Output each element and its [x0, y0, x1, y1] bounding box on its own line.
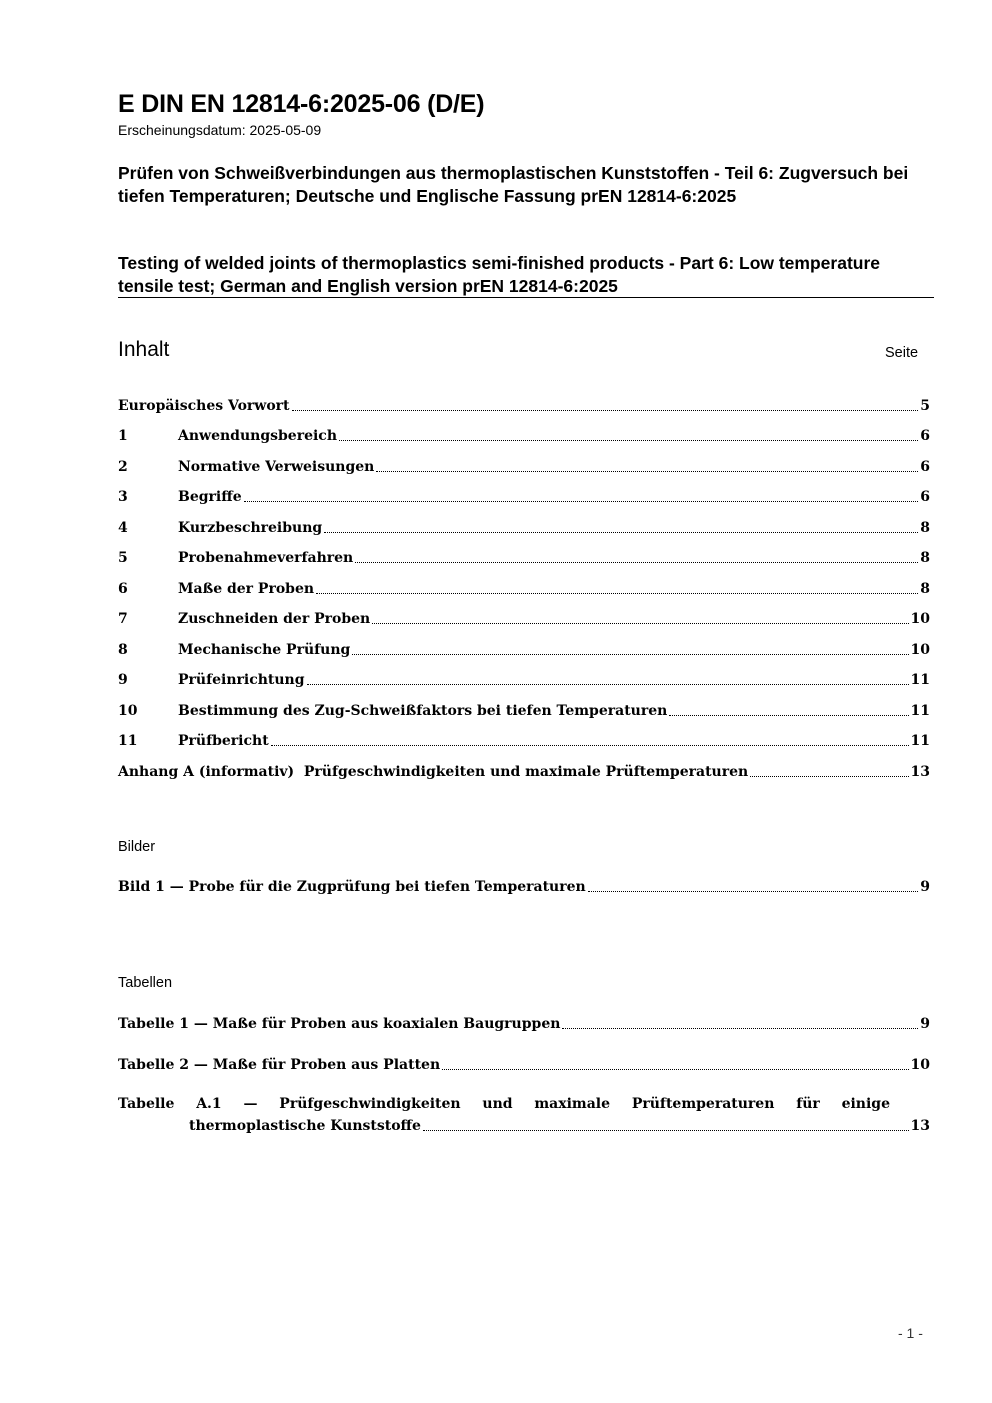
- toc-entry-page: 10: [910, 642, 930, 658]
- toc-entry-number: 6: [118, 581, 128, 597]
- toc-entry-number: 5: [118, 550, 128, 566]
- toc-entry-page: 6: [920, 459, 930, 475]
- title-divider: [118, 297, 934, 298]
- toc-entry-number: 10: [118, 703, 138, 719]
- toc-entry-text: Maße der Proben: [178, 581, 315, 597]
- dot-leader: [669, 715, 908, 716]
- toc-entry-text: Zuschneiden der Proben: [178, 611, 371, 627]
- table-entry-text: thermoplastische Kunststoffe: [189, 1118, 421, 1134]
- toc-entry-page: 8: [920, 550, 930, 566]
- toc-entry-7[interactable]: [118, 607, 930, 629]
- toc-entry-text: Mechanische Prüfung: [178, 642, 351, 658]
- dot-leader: [355, 562, 918, 563]
- dot-leader: [750, 776, 908, 777]
- toc-entry-1[interactable]: [118, 424, 930, 446]
- dot-leader: [352, 654, 908, 655]
- document-id: E DIN EN 12814-6:2025-06 (D/E): [118, 90, 485, 118]
- title-english: Testing of welded joints of thermoplastics semi-finished products - Part 6: Low temperature tensile test; German and English version prEN 12814-6:2025: [118, 253, 881, 296]
- dot-leader: [271, 745, 909, 746]
- toc-entry-page: 11: [910, 672, 930, 688]
- toc-entry-number: 3: [118, 489, 128, 505]
- table-entry-a1-line1[interactable]: Tabelle A.1 — Prüfgeschwindigkeiten und maximale Prüftemperaturen für einige: [118, 1096, 890, 1112]
- toc-entry-8[interactable]: [118, 638, 930, 660]
- toc-entry-page: 13: [910, 764, 930, 780]
- toc-entry-number: 7: [118, 611, 128, 627]
- toc-entry-2[interactable]: [118, 455, 930, 477]
- dot-leader: [307, 684, 909, 685]
- toc-entry-number: 1: [118, 428, 128, 444]
- dot-leader: [588, 891, 919, 892]
- toc-entry-text: Bestimmung des Zug-Schweißfaktors bei tiefen Temperaturen: [178, 703, 668, 719]
- toc-entry-9[interactable]: [118, 668, 930, 690]
- toc-entry-text: Begriffe: [178, 489, 242, 505]
- toc-entry-page: 6: [920, 489, 930, 505]
- dot-leader: [244, 501, 919, 502]
- toc-entry-number: 4: [118, 520, 128, 536]
- tables-heading: Tabellen: [118, 975, 173, 991]
- toc-entry-10[interactable]: [118, 699, 930, 721]
- toc-entry-6[interactable]: [118, 577, 930, 599]
- toc-entry-text: Kurzbeschreibung: [178, 520, 323, 536]
- figure-entry-page: 9: [920, 879, 930, 895]
- toc-entry-3[interactable]: [118, 485, 930, 507]
- toc-heading: Inhalt: [118, 338, 170, 361]
- toc-entry-text: Europäisches Vorwort: [118, 398, 290, 414]
- dot-leader: [339, 440, 918, 441]
- table-entry-page: 13: [910, 1118, 930, 1134]
- toc-entry-page: 5: [920, 398, 930, 414]
- figure-entry-text: Bild 1 — Probe für die Zugprüfung bei tiefen Temperaturen: [118, 879, 586, 895]
- toc-entry-page: 6: [920, 428, 930, 444]
- dot-leader: [562, 1028, 918, 1029]
- toc-entry-text: Anwendungsbereich: [178, 428, 337, 444]
- toc-entry-annex-a[interactable]: [118, 760, 930, 782]
- toc-entry-text: Prüfeinrichtung: [178, 672, 305, 688]
- dot-leader: [442, 1069, 908, 1070]
- toc-page-column-label: Seite: [885, 345, 919, 361]
- toc-entry-text: Prüfbericht: [178, 733, 269, 749]
- toc-entry-text: Anhang A (informativ) Prüfgeschwindigkeiten und maximale Prüftemperaturen: [118, 764, 749, 780]
- toc-entry-number: 9: [118, 672, 128, 688]
- dot-leader: [372, 623, 908, 624]
- table-entry-page: 9: [920, 1016, 930, 1032]
- dot-leader: [292, 410, 919, 411]
- title-german: Prüfen von Schweißverbindungen aus thermoplastischen Kunststoffen - Teil 6: Zugversuch bei tiefen Temperaturen; Deutsche und Englische Fassung prEN 12814-6:2025: [118, 163, 909, 206]
- figure-entry-1[interactable]: [118, 875, 930, 897]
- toc-entry-page: 8: [920, 520, 930, 536]
- publication-date: Erscheinungsdatum: 2025-05-09: [118, 122, 322, 138]
- toc-entry-text: Normative Verweisungen: [178, 459, 375, 475]
- table-entry-page: 10: [910, 1057, 930, 1073]
- table-entry-text: Tabelle 2 — Maße für Proben aus Platten: [118, 1057, 441, 1073]
- table-entry-2[interactable]: [118, 1053, 930, 1075]
- toc-entry-number: 8: [118, 642, 128, 658]
- toc-entry-text: Probenahmeverfahren: [178, 550, 354, 566]
- toc-entry-page: 11: [910, 703, 930, 719]
- toc-entry-page: 11: [910, 733, 930, 749]
- toc-entry-page: 8: [920, 581, 930, 597]
- dot-leader: [423, 1130, 909, 1131]
- table-entry-text: Tabelle 1 — Maße für Proben aus koaxialen Baugruppen: [118, 1016, 561, 1032]
- table-entry-a1-line2[interactable]: [189, 1114, 930, 1136]
- toc-entry-5[interactable]: [118, 546, 930, 568]
- dot-leader: [316, 593, 918, 594]
- figures-heading: Bilder: [118, 839, 156, 855]
- table-entry-1[interactable]: [118, 1012, 930, 1034]
- dot-leader: [376, 471, 918, 472]
- toc-entry-11[interactable]: [118, 729, 930, 751]
- toc-entry-number: 11: [118, 733, 138, 749]
- toc-entry-4[interactable]: [118, 516, 930, 538]
- toc-entry-page: 10: [910, 611, 930, 627]
- toc-entry-foreword[interactable]: [118, 394, 930, 416]
- page-number: - 1 -: [898, 1325, 923, 1341]
- toc-entry-number: 2: [118, 459, 128, 475]
- dot-leader: [324, 532, 918, 533]
